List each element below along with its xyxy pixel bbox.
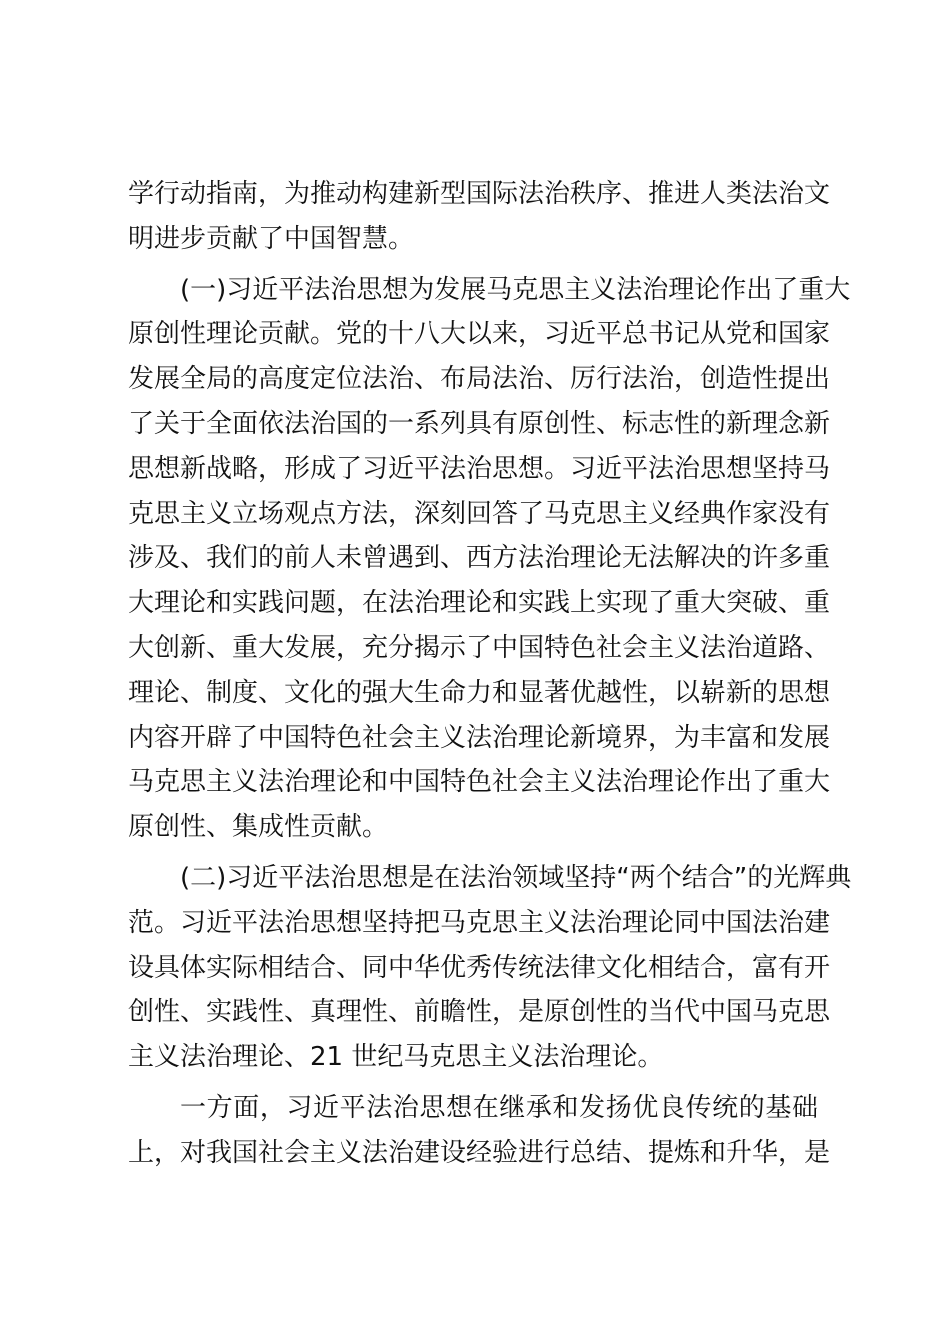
- paragraph-line: 发展全局的高度定位法治、布局法治、厉行法治，创造性提出: [128, 364, 831, 395]
- paragraph-line: 大理论和实践问题，在法治理论和实践上实现了重大突破、重: [128, 588, 831, 619]
- paragraph-line: (一)习近平法治思想为发展马克思主义法治理论作出了重大: [180, 274, 851, 305]
- paragraph-line: 一方面，习近平法治思想在继承和发扬优良传统的基础: [180, 1092, 818, 1123]
- paragraph-line: 范。习近平法治思想坚持把马克思主义法治理论同中国法治建: [128, 907, 831, 938]
- body-text: [128, 172, 852, 1176]
- paragraph-line: 创性、实践性、真理性、前瞻性，是原创性的当代中国马克思: [128, 997, 831, 1028]
- paragraph-line: 马克思主义法治理论和中国特色社会主义法治理论作出了重大: [128, 767, 831, 798]
- paragraph-line: 了关于全面依法治国的一系列具有原创性、标志性的新理念新: [128, 408, 831, 439]
- paragraph-line: (二)习近平法治思想是在法治领域坚持“两个结合”的光辉典: [180, 862, 852, 893]
- paragraph-line: 克思主义立场观点方法，深刻回答了马克思主义经典作家没有: [128, 498, 831, 529]
- paragraph-line: 大创新、重大发展，充分揭示了中国特色社会主义法治道路、: [128, 632, 831, 663]
- paragraph-line: 主义法治理论、21 世纪马克思主义法治理论。: [128, 1042, 664, 1073]
- paragraph-line: 原创性、集成性贡献。: [128, 812, 389, 843]
- paragraph-line: 理论、制度、文化的强大生命力和显著优越性，以崭新的思想: [128, 677, 831, 708]
- paragraph-line: 原创性理论贡献。党的十八大以来，习近平总书记从党和国家: [128, 319, 831, 350]
- paragraph-line: 上，对我国社会主义法治建设经验进行总结、提炼和升华，是: [128, 1137, 831, 1168]
- paragraph-line: 明进步贡献了中国智慧。: [128, 223, 415, 254]
- paragraph-line: 思想新战略，形成了习近平法治思想。习近平法治思想坚持马: [128, 453, 831, 484]
- paragraph-line: 设具体实际相结合、同中华优秀传统法律文化相结合，富有开: [128, 952, 831, 983]
- paragraph-line: 涉及、我们的前人未曾遇到、西方法治理论无法解决的许多重: [128, 543, 831, 574]
- paragraph-line: 内容开辟了中国特色社会主义法治理论新境界，为丰富和发展: [128, 722, 831, 753]
- paragraph-line: 学行动指南，为推动构建新型国际法治秩序、推进人类法治文: [128, 179, 831, 209]
